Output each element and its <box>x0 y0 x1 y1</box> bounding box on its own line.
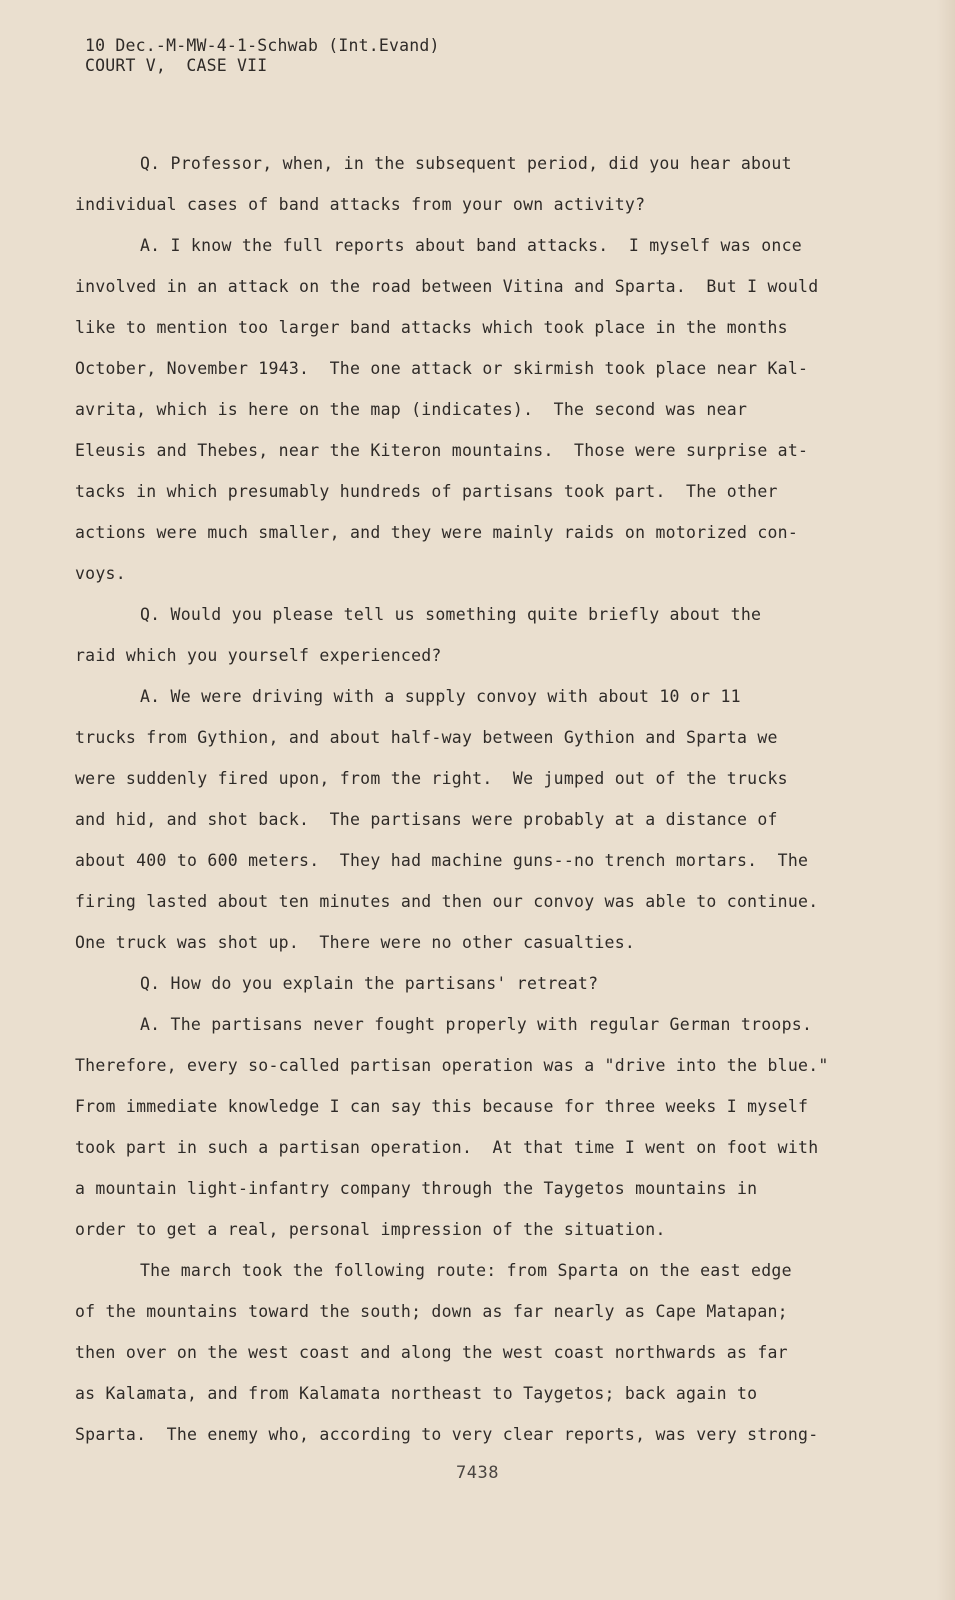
text-line: actions were much smaller, and they were mainly raids on motorized con- <box>75 523 799 542</box>
paragraph-5 <box>75 963 845 1004</box>
text-line: took part in such a partisan operation. At that time I went on foot with <box>75 1138 819 1157</box>
text-line: Q. How do you explain the partisans' retreat? <box>140 974 599 993</box>
header-line-2: COURT V, CASE VII <box>85 56 268 75</box>
text-line: trucks from Gythion, and about half-way between Gythion and Sparta we <box>75 728 778 747</box>
text-line: tacks in which presumably hundreds of partisans took part. The other <box>75 482 778 501</box>
text-line: A. I know the full reports about band attacks. I myself was once <box>140 236 802 255</box>
paragraph-1 <box>75 143 845 225</box>
text-line: of the mountains toward the south; down as far nearly as Cape Matapan; <box>75 1302 788 1321</box>
paragraph-4 <box>75 676 845 963</box>
text-line: Q. Would you please tell us something quite briefly about the <box>140 605 762 624</box>
text-line: avrita, which is here on the map (indicates). The second was near <box>75 400 748 419</box>
header-line-1: 10 Dec.-M-MW-4-1-Schwab (Int.Evand) <box>85 36 440 55</box>
paragraph-3 <box>75 594 845 676</box>
text-line: A. The partisans never fought properly with regular German troops. <box>140 1015 813 1034</box>
text-line: firing lasted about ten minutes and then our convoy was able to continue. <box>75 892 819 911</box>
text-line: about 400 to 600 meters. They had machine guns--no trench mortars. The <box>75 851 809 870</box>
text-line: The march took the following route: from Sparta on the east edge <box>140 1261 792 1280</box>
text-line: From immediate knowledge I can say this because for three weeks I myself <box>75 1097 809 1116</box>
text-line: A. We were driving with a supply convoy with about 10 or 11 <box>140 687 741 706</box>
paper-edge-shade <box>937 0 955 1600</box>
paragraph-6 <box>75 1004 845 1250</box>
text-line: voys. <box>75 564 126 583</box>
transcript-body <box>75 143 845 1455</box>
text-line: One truck was shot up. There were no other casualties. <box>75 933 636 952</box>
text-line: order to get a real, personal impression of the situation. <box>75 1220 666 1239</box>
text-line: Therefore, every so-called partisan operation was a "drive into the blue." <box>75 1056 829 1075</box>
text-line: were suddenly fired upon, from the right. We jumped out of the trucks <box>75 769 788 788</box>
text-line: Eleusis and Thebes, near the Kiteron mountains. Those were surprise at- <box>75 441 809 460</box>
text-line: as Kalamata, and from Kalamata northeast to Taygetos; back again to <box>75 1384 758 1403</box>
text-line: then over on the west coast and along the west coast northwards as far <box>75 1343 788 1362</box>
text-line: Sparta. The enemy who, according to very clear reports, was very strong- <box>75 1425 819 1444</box>
paragraph-2 <box>75 225 845 594</box>
text-line: raid which you yourself experienced? <box>75 646 442 665</box>
page-number: 7438 <box>456 1463 499 1483</box>
text-line: Q. Professor, when, in the subsequent period, did you hear about <box>140 154 792 173</box>
text-line: and hid, and shot back. The partisans were probably at a distance of <box>75 810 778 829</box>
paragraph-7 <box>75 1250 845 1455</box>
text-line: like to mention too larger band attacks which took place in the months <box>75 318 788 337</box>
text-line: involved in an attack on the road between Vitina and Sparta. But I would <box>75 277 819 296</box>
text-line: a mountain light-infantry company through the Taygetos mountains in <box>75 1179 758 1198</box>
document-header <box>85 36 440 76</box>
text-line: individual cases of band attacks from your own activity? <box>75 195 646 214</box>
text-line: October, November 1943. The one attack or skirmish took place near Kal- <box>75 359 809 378</box>
